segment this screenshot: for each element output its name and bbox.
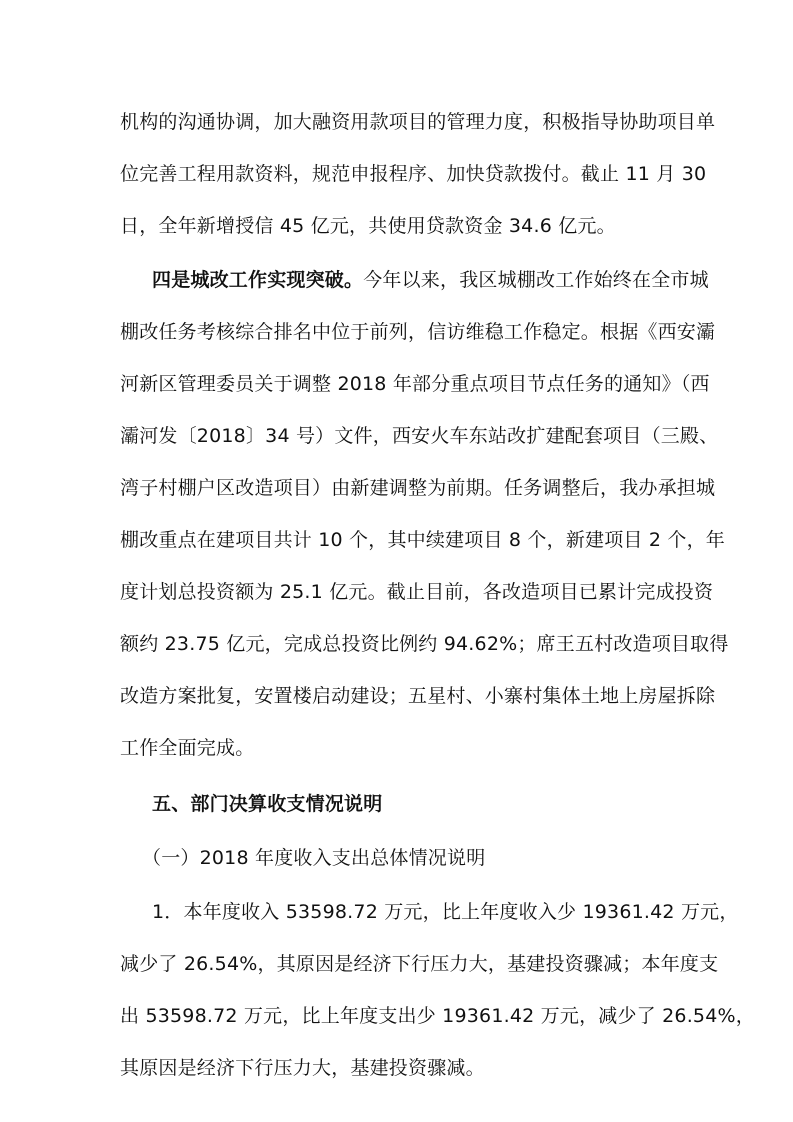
paragraph-line: 机构的沟通协调，加大融资用款项目的管理力度，积极指导协助项目单 <box>120 111 716 133</box>
paragraph-line: 湾子村棚户区改造项目）由新建调整为前期。任务调整后，我办承担城 <box>120 477 716 499</box>
paragraph-line: 河新区管理委员关于调整 2018 年部分重点项目节点任务的通知》（西 <box>120 373 710 395</box>
paragraph-line: 灞河发〔2018〕34 号）文件，西安火车东站改扩建配套项目（三殿、 <box>120 425 719 447</box>
paragraph-line: 减少了 26.54%，其原因是经济下行压力大，基建投资骤减；本年度支 <box>120 953 719 975</box>
paragraph-line: 其原因是经济下行压力大，基建投资骤减。 <box>120 1057 485 1079</box>
paragraph-line: 棚改重点在建项目共计 10 个，其中续建项目 8 个，新建项目 2 个，年 <box>120 529 725 551</box>
paragraph-line: 额约 23.75 亿元，完成总投资比例约 94.62%；席王五村改造项目取得 <box>120 633 729 655</box>
paragraph-line: 位完善工程用款资料，规范申报程序、加快贷款拨付。截止 11 月 30 <box>120 163 707 185</box>
paragraph-first-line <box>152 268 709 292</box>
subsection-heading: （一）2018 年度收入支出总体情况说明 <box>142 847 486 869</box>
paragraph-line: 度计划总投资额为 25.1 亿元。截止目前，各改造项目已累计完成投资 <box>120 581 714 603</box>
paragraph-line: 1．本年度收入 53598.72 万元，比上年度收入少 19361.42 万元， <box>152 901 739 923</box>
paragraph-line: 改造方案批复，安置楼启动建设；五星村、小寨村集体土地上房屋拆除 <box>120 685 716 707</box>
paragraph-line: 日，全年新增授信 45 亿元，共使用贷款资金 34.6 亿元。 <box>120 215 616 237</box>
paragraph-lead-rest: 今年以来，我区城棚改工作始终在全市城 <box>363 269 709 291</box>
paragraph-lead-bold: 四是城改工作实现突破。 <box>152 269 364 291</box>
paragraph-line: 工作全面完成。 <box>120 737 255 759</box>
section-heading: 五、部门决算收支情况说明 <box>152 793 383 815</box>
paragraph-line: 出 53598.72 万元，比上年度支出少 19361.42 万元，减少了 26.54%， <box>120 1005 755 1027</box>
paragraph-line: 棚改任务考核综合排名中位于前列，信访维稳工作稳定。根据《西安灞 <box>120 321 716 343</box>
